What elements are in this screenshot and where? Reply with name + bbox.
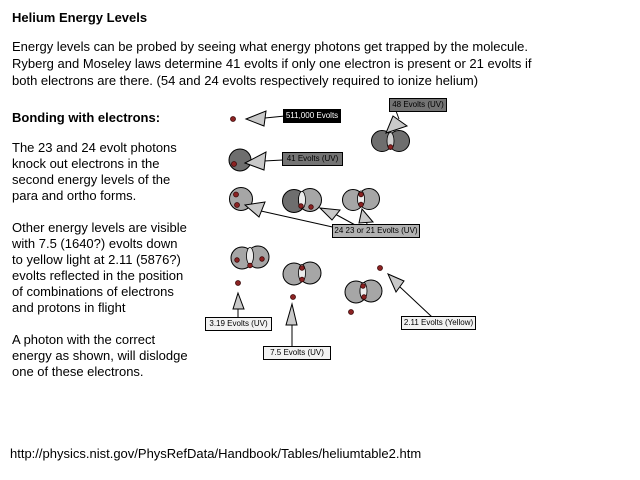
label-41-evolts-uv: 41 Evolts (UV) xyxy=(282,152,343,166)
paragraph-knockout: The 23 and 24 evolt photons knock out electrons in the second energy levels of the para and ortho forms. xyxy=(12,140,177,203)
label-2-11-evolts-yellow: 2.11 Evolts (Yellow) xyxy=(401,316,476,330)
section-heading: Bonding with electrons: xyxy=(12,110,161,125)
molecule-48-evolts xyxy=(372,131,410,152)
arrow-3-19 xyxy=(233,293,244,318)
molecule-mixed-pair xyxy=(283,189,322,213)
molecule-7-5-evolts xyxy=(283,262,321,300)
label-48-evolts-uv: 48 Evolts (UV) xyxy=(389,98,447,112)
label-3-19-evolts-uv: 3.19 Evolts (UV) xyxy=(205,317,272,331)
paragraph-photon: A photon with the correct energy as shown, will dislodge one of these electrons. xyxy=(12,332,188,379)
arrow-2-11 xyxy=(388,274,432,317)
source-url: http://physics.nist.gov/PhysRefData/Handbook/Tables/heliumtable2.htm xyxy=(10,446,422,461)
arrow-48 xyxy=(386,111,407,133)
label-7-5-evolts-uv: 7.5 Evolts (UV) xyxy=(263,346,331,360)
page-title: Helium Energy Levels xyxy=(12,10,148,25)
molecule-3-19-evolts xyxy=(231,246,269,286)
arrow-511000 xyxy=(246,111,285,126)
paragraph-other-levels: Other energy levels are visible with 7.5 (1640?) evolts down to yellow light at 2.11 (5876?) evolts reflected in the position of combinations of electrons and protons in flight xyxy=(12,220,187,315)
arrow-41 xyxy=(245,152,283,170)
molecule-2-11-evolts xyxy=(345,266,383,315)
intro-paragraph: Energy levels can be probed by seeing what energy photons get trapped by the molecule. Ryberg and Moseley laws determine 41 evolts if only one electron is present or 21 evolts if both electrons are there. (54 and 24 evolts respectively required to ionize helium) xyxy=(12,39,532,88)
label-24-23-21-evolts-uv: 24 23 or 21 Evolts (UV) xyxy=(332,224,420,238)
molecule-light-pair xyxy=(343,189,380,211)
label-511000-evolts: 511,000 Evolts xyxy=(283,109,341,123)
atom-41-evolts xyxy=(229,149,251,171)
electron-dot-511000 xyxy=(231,117,236,122)
arrow-24-right xyxy=(359,209,373,224)
arrow-7-5 xyxy=(286,304,297,346)
